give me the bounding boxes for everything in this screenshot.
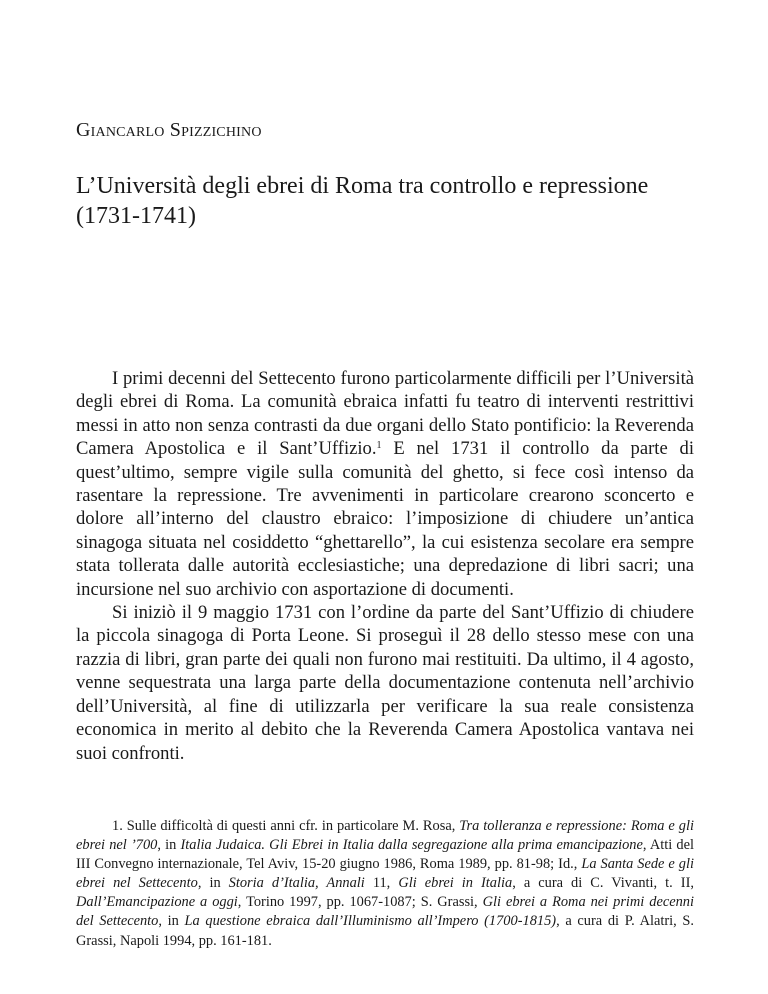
paragraph-1 — [76, 367, 694, 601]
article-title-line-2: (1731-1741) — [76, 203, 196, 229]
footnote-title: Italia Judaica. Gli Ebrei in Italia dalla segregazione alla prima emancipazione — [180, 837, 643, 854]
footnote-text: , in — [158, 913, 185, 930]
footnote-title: Gli ebrei in Italia — [398, 875, 513, 892]
page — [76, 0, 694, 994]
footnote-text: , in — [157, 837, 181, 854]
footnote-text: , a cura di C. Vivanti, t. II, — [512, 875, 694, 892]
article-title-line-1: L’Università degli ebrei di Roma tra controllo e repressione — [76, 173, 649, 199]
footnote-title: Dall’Emancipazione a oggi — [76, 894, 238, 911]
paragraph-1-text-a: I primi decenni del Settecento furono particolarmente difficili per l’Università degli ebrei di Roma. La comunità ebraica infatti fu teatro di interventi restrittivi messi in atto non senza contrasti da due organi dello Stato pontificio: la Reverenda Camera Apostolica e il Sant’Uffizio. — [76, 368, 694, 460]
footnote-title: Tra tolleranza e repressione: Roma e gli ebrei nel ’700 — [76, 818, 694, 854]
footnote-1 — [76, 817, 694, 951]
author-name: Giancarlo Spizzichino — [76, 119, 262, 141]
footnote-reference-1[interactable]: 1 — [376, 440, 382, 452]
footnote-title: La Santa Sede e gli ebrei nel Settecento — [76, 856, 694, 892]
article-title — [76, 171, 694, 231]
paragraph-2: Si iniziò il 9 maggio 1731 con l’ordine da parte del Sant’Uffizio di chiudere la piccola sinagoga di Porta Leone. Si proseguì il 28 dello stesso mese con una razzia di libri, gran parte dei quali non furono mai restituiti. Da ultimo, il 4 agosto, venne sequestrata una larga parte della documentazione contenuta nell’archivio dell’Università, al fine di utilizzarla per verificare la sua reale consistenza economica in merito al debito che la Reverenda Camera Apostolica vantava nei suoi confronti. — [76, 602, 694, 764]
footnote-text: , Atti del III Convegno internazionale, Tel Aviv, 15-20 giugno 1986, Roma 1989, pp. 81-98; Id., — [76, 837, 694, 873]
footnote-title: Storia d’Italia, Annali — [228, 875, 365, 892]
footnote-text: 1. Sulle difficoltà di questi anni cfr. in particolare M. Rosa, — [112, 818, 460, 834]
paragraph-1-text-b: E nel 1731 il controllo da parte di quest’ultimo, sempre vigile sulla comunità del ghetto, si fece così intenso da rasentare la repressione. Tre avvenimenti in particolare crearono sconcerto e dolore all’interno del claustro ebraico: l’imposizione di chiudere un’antica sinagoga situata nel cosiddetto “ghettarello”, la cui esistenza secolare era sempre stata tollerata dalle autorità ecclesiastiche; una depredazione di libri sacri; una incursione nel suo archivio con asportazione di documenti. — [76, 438, 694, 600]
footnote-text: 11, — [364, 875, 399, 892]
footnote-text: , in — [197, 875, 229, 892]
footnote-title: Gli ebrei a Roma nei primi decenni del Settecento — [76, 894, 694, 930]
footnote-title: La questione ebraica dall’Illuminismo all’Impero (1700-1815) — [184, 913, 557, 930]
article-body — [76, 367, 694, 765]
footnote-text: , Torino 1997, pp. 1067-1087; S. Grassi, — [237, 894, 483, 911]
footnote-text: , a cura di P. Alatri, S. Grassi, Napoli 1994, pp. 161-181. — [76, 913, 695, 949]
